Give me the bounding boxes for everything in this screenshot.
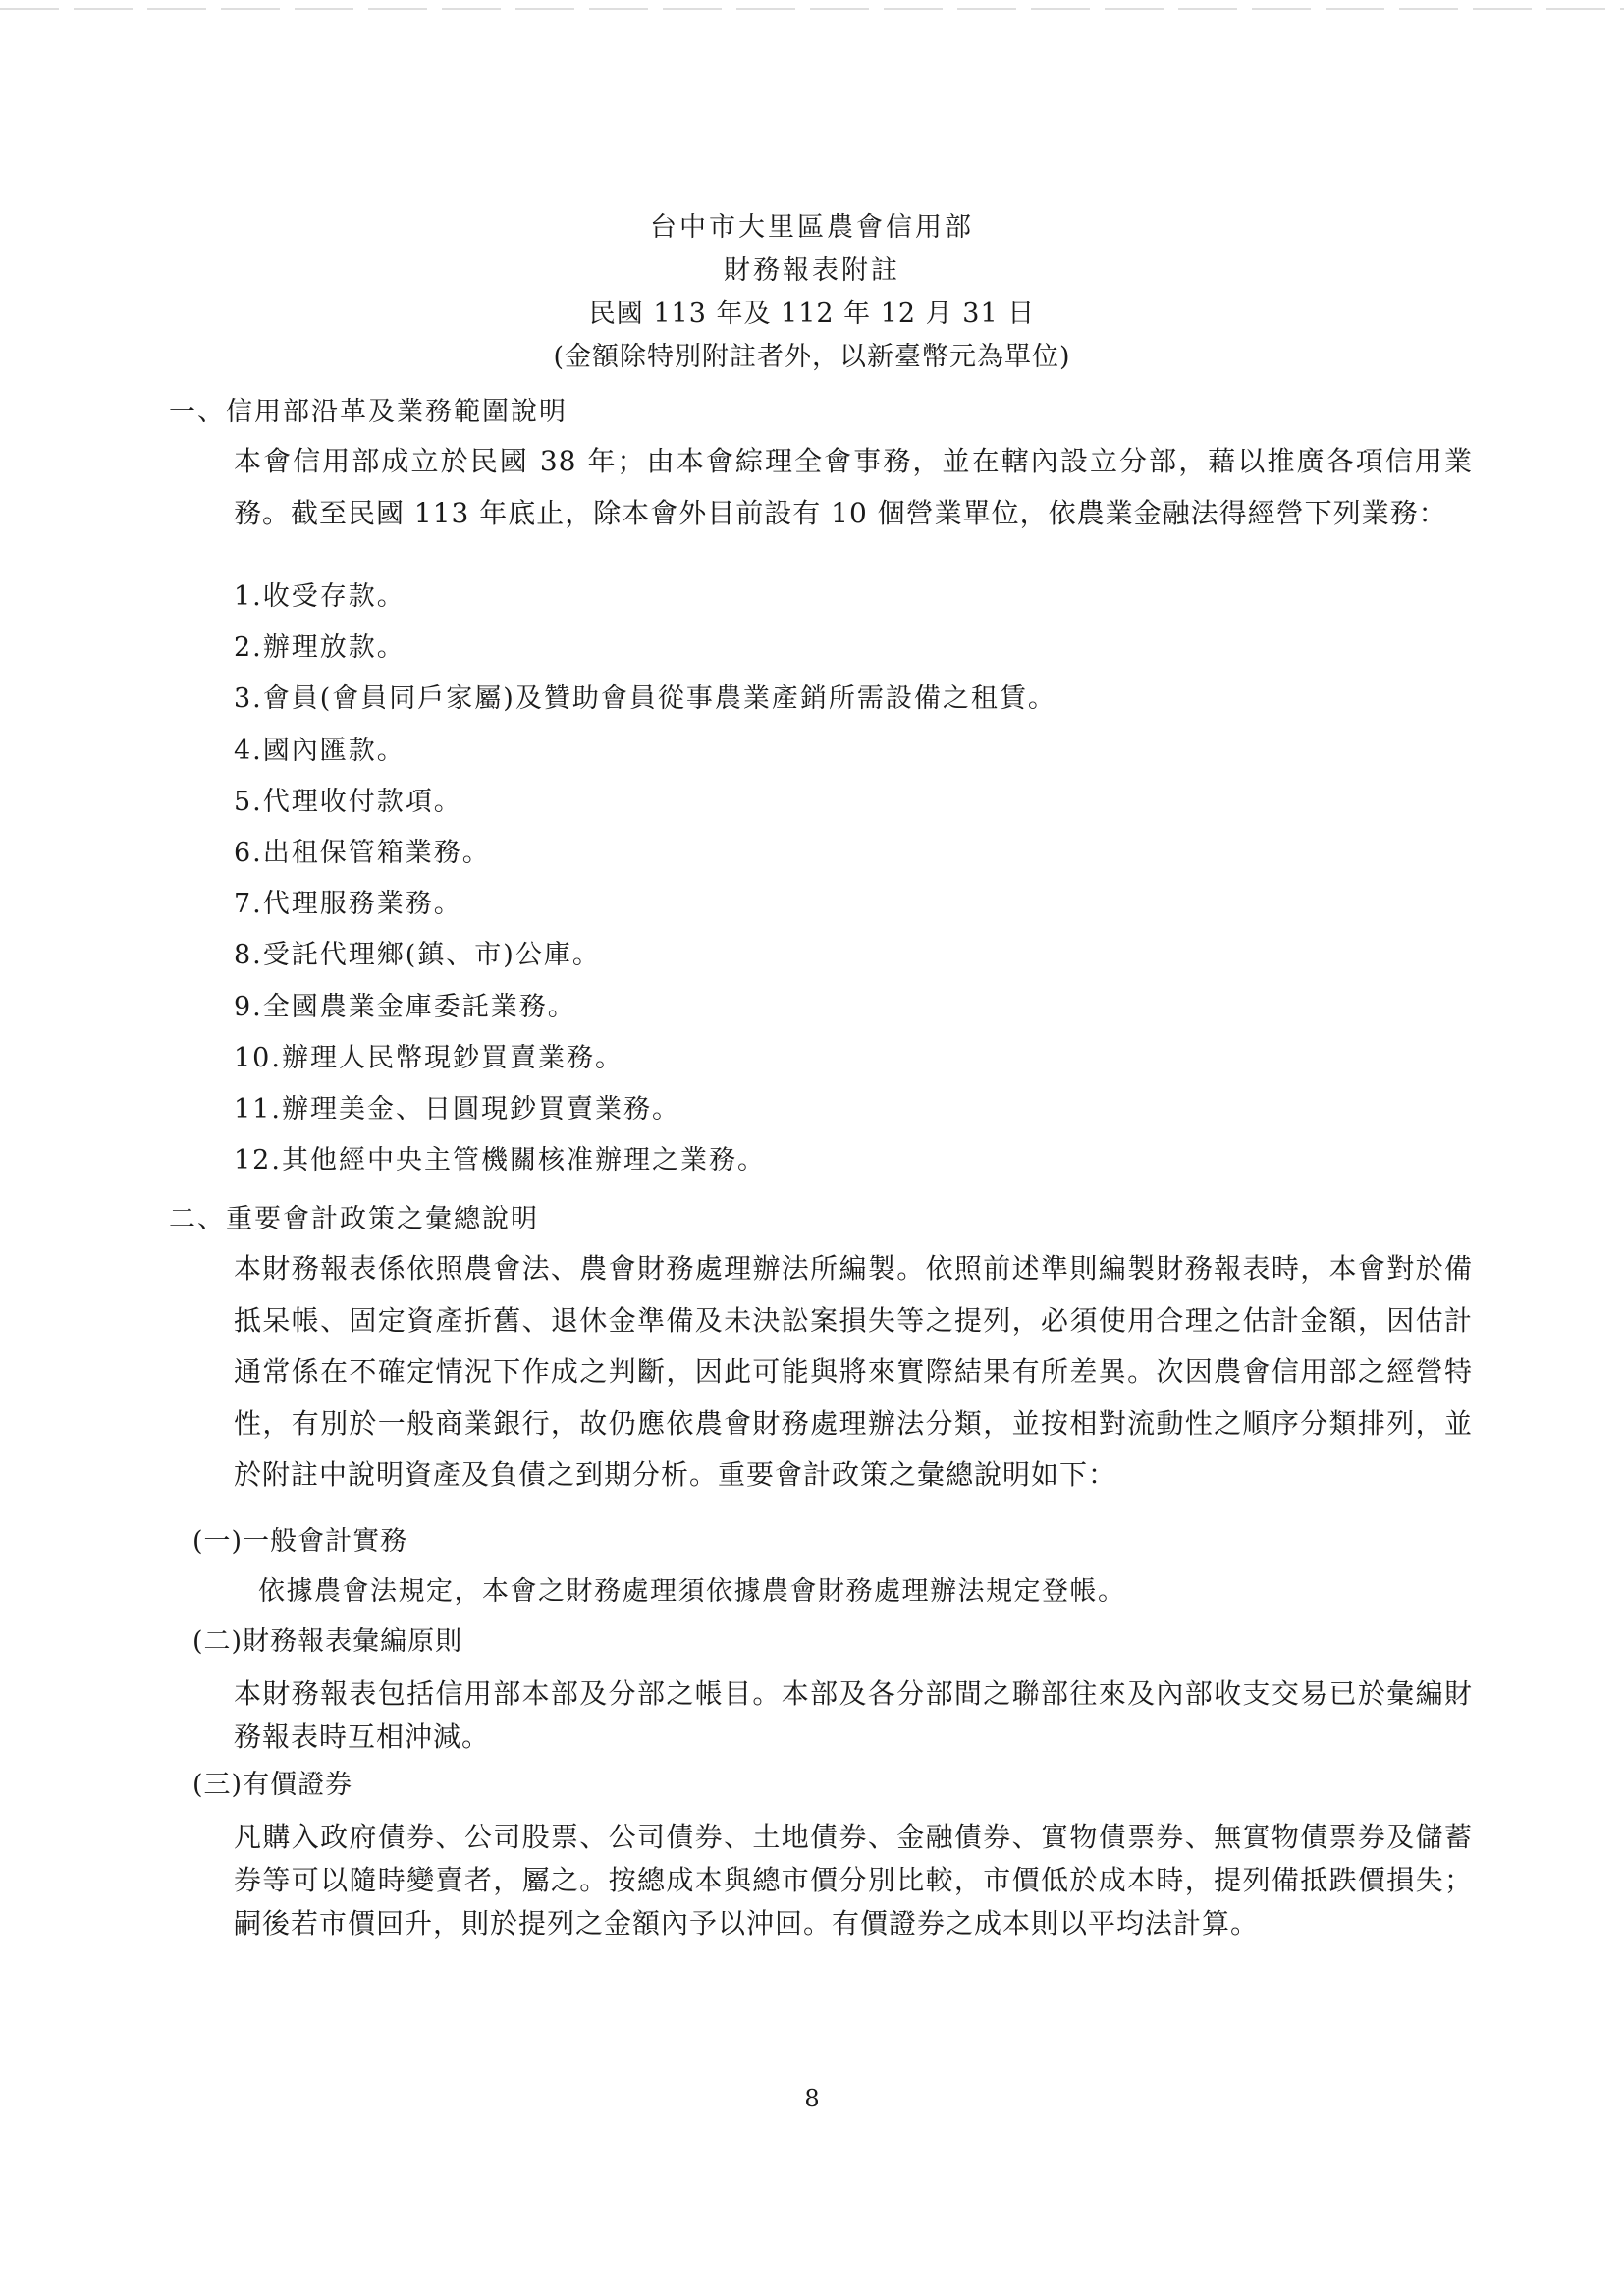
page-number: 8 [804, 2085, 820, 2112]
list-item: 8.受託代理鄉(鎮、市)公庫。 [234, 940, 601, 971]
subsection-general-accounting-heading: (一)一般會計實務 [192, 1526, 408, 1557]
section-2-paragraph: 本財務報表係依照農會法、農會財務處理辦法所編製。依照前述準則編製財務報表時，本會對於備抵呆帳、固定資產折舊、退休金準備及未決訟案損失等之提列，必須使用合理之估計金額，因估計通常係在不確定情況下作成之判斷，因此可能與將來實際結果有所差異。次因農會信用部之經營特性，有別於一般商業銀行，故仍應依農會財務處理辦法分類，並按相對流動性之順序分類排列，並於附註中說明資產及負債之到期分析。重要會計政策之彙總說明如下： [234, 1252, 1473, 1491]
section-1-paragraph: 本會信用部成立於民國 38 年；由本會綜理全會事務，並在轄內設立分部，藉以推廣各項信用業務。截至民國 113 年底止，除本會外目前設有 10 個營業單位，依農業金融法得經營下列業務： [234, 445, 1473, 529]
report-period: 民國 113 年及 112 年 12 月 31 日 [588, 299, 1036, 329]
subsection-general-accounting-text: 依據農會法規定，本會之財務處理須依據農會財務處理辦法規定登帳。 [258, 1576, 1126, 1607]
business-items-list [234, 577, 1056, 1192]
list-item: 1.收受存款。 [234, 581, 406, 612]
list-item: 6.出租保管箱業務。 [234, 837, 491, 868]
section-2-heading: 二、重要會計政策之彙總說明 [169, 1204, 539, 1234]
section-1-heading: 一、信用部沿革及業務範圍說明 [169, 397, 568, 427]
list-item: 10.辦理人民幣現鈔買賣業務。 [234, 1042, 623, 1073]
list-item: 2.辦理放款。 [234, 632, 406, 664]
list-item: 3.會員(會員同戶家屬)及贊助會員從事農業產銷所需設備之租賃。 [234, 683, 1056, 715]
report-org-title: 台中市大里區農會信用部 [650, 212, 974, 243]
subsection-securities-heading: (三)有價證券 [192, 1770, 353, 1800]
list-item: 4.國內匯款。 [234, 735, 406, 766]
list-item: 9.全國農業金庫委託業務。 [234, 991, 576, 1022]
report-title: 財務報表附註 [724, 255, 900, 286]
subsection-compilation-text: 本財務報表包括信用部本部及分部之帳目。本部及各分部間之聯部往來及內部收支交易已於彙編財務報表時互相沖減。 [234, 1677, 1473, 1753]
subsection-securities-text: 凡購入政府債券、公司股票、公司債券、土地債券、金融債券、實物債票券、無實物債票券及儲蓄券等可以隨時變賣者，屬之。按總成本與總市價分別比較，市價低於成本時，提列備抵跌價損失；嗣後若市價回升，則於提列之金額內予以沖回。有價證券之成本則以平均法計算。 [234, 1821, 1473, 1940]
list-item: 12.其他經中央主管機關核准辦理之業務。 [234, 1145, 766, 1176]
report-unit-note: (金額除特別附註者外，以新臺幣元為單位) [553, 342, 1071, 372]
list-item: 11.辦理美金、日圓現鈔買賣業務。 [234, 1093, 680, 1124]
subsection-compilation-heading: (二)財務報表彙編原則 [192, 1626, 463, 1657]
list-item: 7.代理服務業務。 [234, 889, 462, 920]
list-item: 5.代理收付款項。 [234, 786, 462, 817]
